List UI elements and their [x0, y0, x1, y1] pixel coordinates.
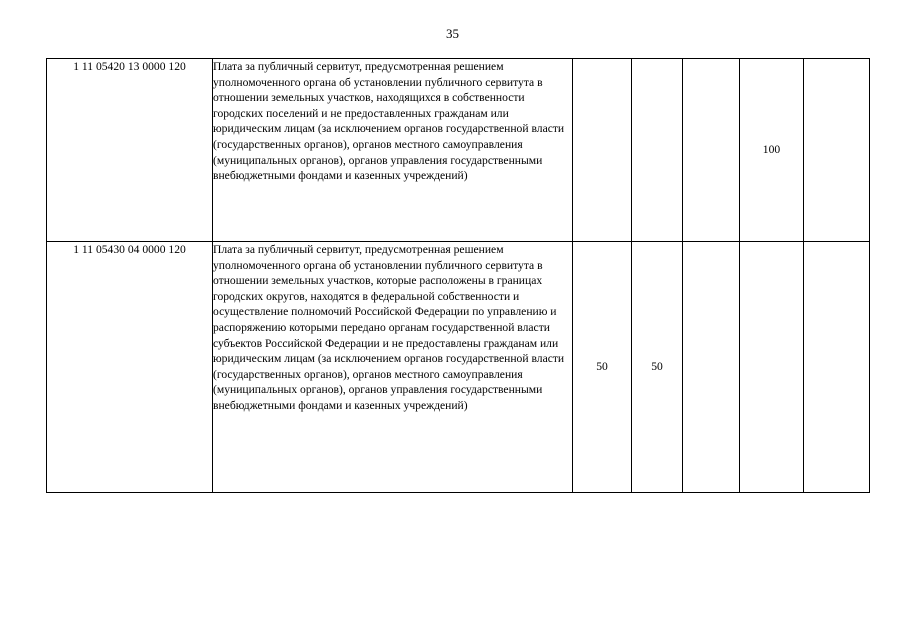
value-cell [740, 242, 804, 493]
budget-code-cell: 1 11 05430 04 0000 120 [47, 242, 213, 493]
budget-table [46, 58, 870, 493]
value-cell [683, 242, 740, 493]
table-row [47, 242, 870, 493]
value-cell: 50 [573, 242, 632, 493]
budget-code-cell: 1 11 05420 13 0000 120 [47, 59, 213, 242]
description-cell: Плата за публичный сервитут, предусмотренная решением уполномоченного органа об установлении публичного сервитута в отношении земельных участков, находящихся в собственности городских поселений и не предоставленных гражданам или юридическим лицам (за исключением органов государственной власти (государственных органов), органов местного самоуправления (муниципальных органов), органов управления государственными внебюджетными фондами и казенных учреждений) [213, 59, 573, 242]
page-number: 35 [446, 26, 459, 41]
value-cell: 50 [632, 242, 683, 493]
value-cell [804, 59, 870, 242]
table-row [47, 59, 870, 242]
value-cell: 100 [740, 59, 804, 242]
value-cell [804, 242, 870, 493]
description-cell: Плата за публичный сервитут, предусмотренная решением уполномоченного органа об установлении публичного сервитута в отношении земельных участков, которые расположены в границах городских округов, находятся в федеральной собственности и осуществление полномочий Российской Федерации по управлению и распоряжению которыми передано органам государственной власти субъектов Российской Федерации и не предоставлены гражданам или юридическим лицам (за исключением органов государственной власти (государственных органов), органов местного самоуправления (муниципальных органов), органов управления государственными внебюджетными фондами и казенных учреждений) [213, 242, 573, 493]
value-cell [573, 59, 632, 242]
value-cell [683, 59, 740, 242]
value-cell [632, 59, 683, 242]
